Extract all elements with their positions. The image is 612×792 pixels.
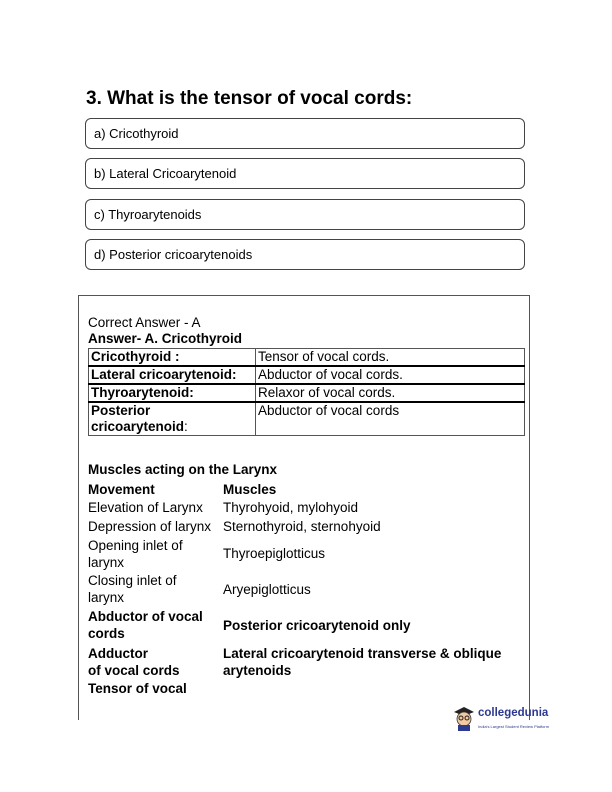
larynx-row bbox=[88, 518, 528, 536]
movement-cell bbox=[88, 608, 223, 642]
logo-name: collegedunia bbox=[478, 707, 549, 719]
movement-line-1: Opening inlet of bbox=[88, 538, 183, 553]
muscles-cell: Sternothyroid, sternohyoid bbox=[223, 519, 381, 534]
movement-cell bbox=[88, 572, 223, 606]
larynx-row bbox=[88, 645, 528, 681]
movement-cell bbox=[88, 537, 223, 571]
movement-line-2: cords bbox=[88, 626, 125, 641]
option-c[interactable]: c) Thyroarytenoids bbox=[85, 199, 525, 230]
larynx-row bbox=[88, 680, 528, 698]
table-cell-action: Abductor of vocal cords bbox=[256, 402, 525, 436]
muscles-line-2: arytenoids bbox=[223, 663, 292, 678]
table-cell-action: Tensor of vocal cords. bbox=[256, 349, 525, 367]
larynx-row bbox=[88, 608, 528, 644]
muscle-line-2: cricoarytenoid bbox=[91, 419, 185, 434]
movement-cell: Tensor of vocal bbox=[88, 681, 187, 696]
table-row bbox=[89, 349, 525, 367]
movement-line-1: Closing inlet of bbox=[88, 573, 177, 588]
header-movement: Movement bbox=[88, 482, 155, 497]
movement-line-2: larynx bbox=[88, 590, 125, 605]
table-row bbox=[89, 384, 525, 402]
table-cell-muscle bbox=[89, 402, 256, 436]
logo-tagline: India's Largest Student Review Platform bbox=[478, 724, 550, 729]
muscles-cell: Posterior cricoarytenoid only bbox=[223, 618, 411, 633]
table-cell-muscle: Lateral cricoarytenoid: bbox=[89, 366, 256, 384]
table-row bbox=[89, 402, 525, 436]
muscles-cell: Thyrohyoid, mylohyoid bbox=[223, 500, 359, 515]
movement-line-1: Abductor of vocal bbox=[88, 609, 203, 624]
muscle-line-1: Posterior bbox=[91, 403, 151, 418]
table-row bbox=[89, 366, 525, 384]
larynx-section-title: Muscles acting on the Larynx bbox=[88, 462, 278, 477]
table-cell-muscle: Cricothyroid : bbox=[89, 349, 256, 367]
question-title: 3. What is the tensor of vocal cords: bbox=[86, 88, 413, 109]
table-cell-action: Abductor of vocal cords. bbox=[256, 366, 525, 384]
movement-line-1: Adductor bbox=[88, 646, 148, 661]
answer-line: Answer- A. Cricothyroid bbox=[88, 331, 243, 346]
movement-cell: Elevation of Larynx bbox=[88, 500, 203, 515]
muscles-cell: Thyroepiglotticus bbox=[223, 546, 326, 561]
movement-line-2: of vocal cords bbox=[88, 663, 180, 678]
option-d[interactable]: d) Posterior cricoarytenoids bbox=[85, 239, 525, 270]
correct-answer-label: Correct Answer - A bbox=[88, 315, 201, 330]
option-a[interactable]: a) Cricothyroid bbox=[85, 118, 525, 149]
larynx-header-row bbox=[88, 481, 528, 499]
larynx-row bbox=[88, 499, 528, 517]
movement-cell bbox=[88, 645, 223, 679]
muscle-action-table bbox=[88, 348, 525, 436]
movement-line-2: larynx bbox=[88, 555, 125, 570]
muscles-cell: Aryepiglotticus bbox=[223, 582, 311, 597]
header-muscles: Muscles bbox=[223, 482, 277, 497]
movement-cell: Depression of larynx bbox=[88, 519, 212, 534]
muscle-suffix: : bbox=[184, 419, 188, 434]
larynx-row bbox=[88, 572, 528, 608]
option-b[interactable]: b) Lateral Cricoarytenoid bbox=[85, 158, 525, 189]
table-cell-muscle: Thyroarytenoid: bbox=[89, 384, 256, 402]
table-cell-action: Relaxor of vocal cords. bbox=[256, 384, 525, 402]
muscles-line-1: Lateral cricoarytenoid transverse & oblique bbox=[223, 646, 502, 661]
larynx-row bbox=[88, 537, 528, 573]
muscles-cell bbox=[223, 645, 528, 679]
graduate-mascot-icon bbox=[452, 705, 476, 731]
collegedunia-logo bbox=[452, 705, 562, 735]
